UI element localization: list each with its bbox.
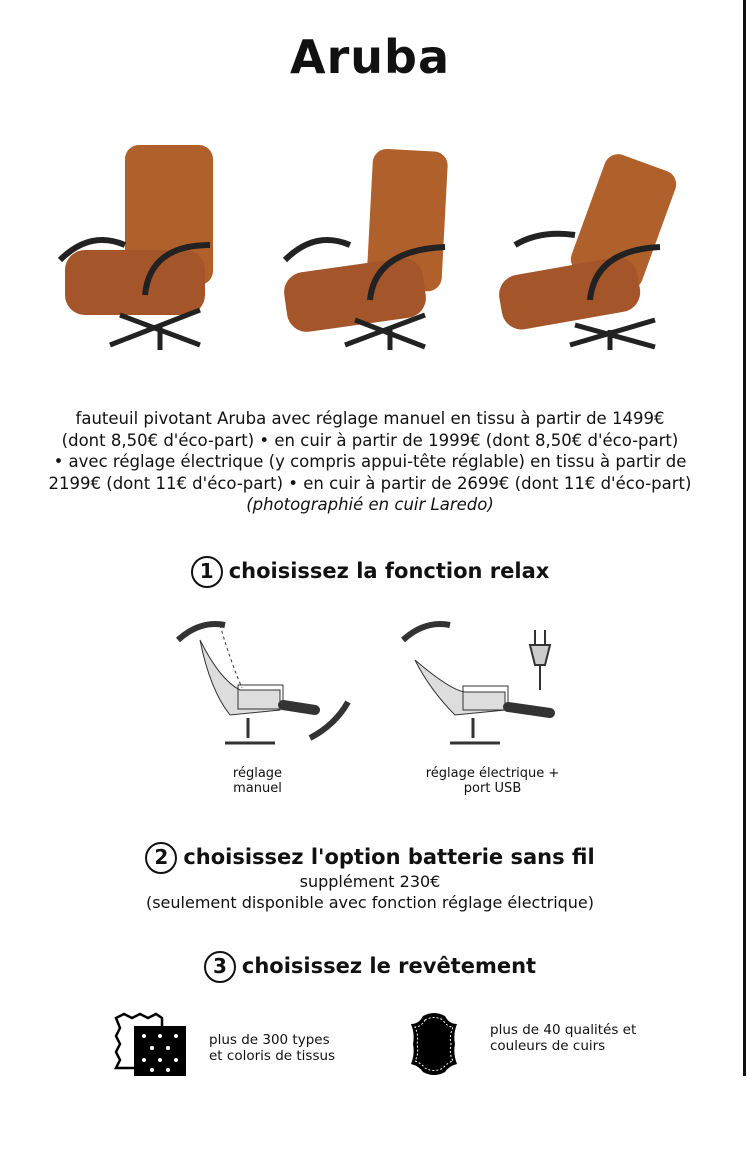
option-manual-label [200,766,315,796]
description-line: • avec réglage électrique (y compris appui-tête réglable) en tissu à partir de [53,452,687,471]
option-line: et coloris de tissus [209,1048,336,1064]
product-description [0,408,740,516]
option-line: plus de 300 types [209,1032,330,1048]
leather-hide-icon [405,1010,463,1078]
option-line: plus de 40 qualités et [490,1022,637,1038]
description-line: 2199€ (dont 11€ d'éco-part) • en cuir à partir de 2699€ (dont 11€ d'éco-part) [48,473,692,493]
step-title: choisissez le revêtement [241,954,537,978]
option-line: couleurs de cuirs [490,1038,606,1054]
chair-half-reclined-image [275,135,475,385]
description-line: (dont 8,50€ d'éco-part) • en cuir à partir de 1999€ (dont 8,50€ d'éco-part) [61,430,679,450]
option-label-line: réglage [232,766,283,781]
option-label-line: réglage électrique + [425,766,560,781]
fabric-swatch-icon [112,1012,190,1078]
step-number-badge: 2 [145,842,177,874]
fabric-option-text [209,1032,335,1064]
page-border-line [743,0,746,1076]
page-title: Aruba [289,30,450,84]
step-number-badge: 3 [204,951,236,983]
step-1-heading [0,556,740,588]
leather-option-text [490,1022,636,1054]
chair-fully-reclined-image [495,135,695,385]
option-label-line: manuel [233,781,282,796]
step-2-heading [0,842,740,874]
option-label-line: port USB [463,781,522,796]
battery-price: supplément 230€ [299,872,441,891]
step-3-heading [0,951,740,983]
chair-photos [50,135,700,385]
manual-recline-diagram [170,610,360,755]
description-note: (photographié en cuir Laredo) [246,495,494,514]
option-electric-label [405,766,580,796]
description-line: fauteuil pivotant Aruba avec réglage manuel en tissu à partir de 1499€ [75,409,665,428]
step-title: choisissez l'option batterie sans fil [183,845,595,869]
step-title: choisissez la fonction relax [228,559,550,583]
step-number-badge: 1 [191,556,223,588]
electric-recline-diagram [395,610,585,755]
battery-note: (seulement disponible avec fonction réglage électrique) [145,893,595,912]
chair-upright-image [50,135,250,385]
